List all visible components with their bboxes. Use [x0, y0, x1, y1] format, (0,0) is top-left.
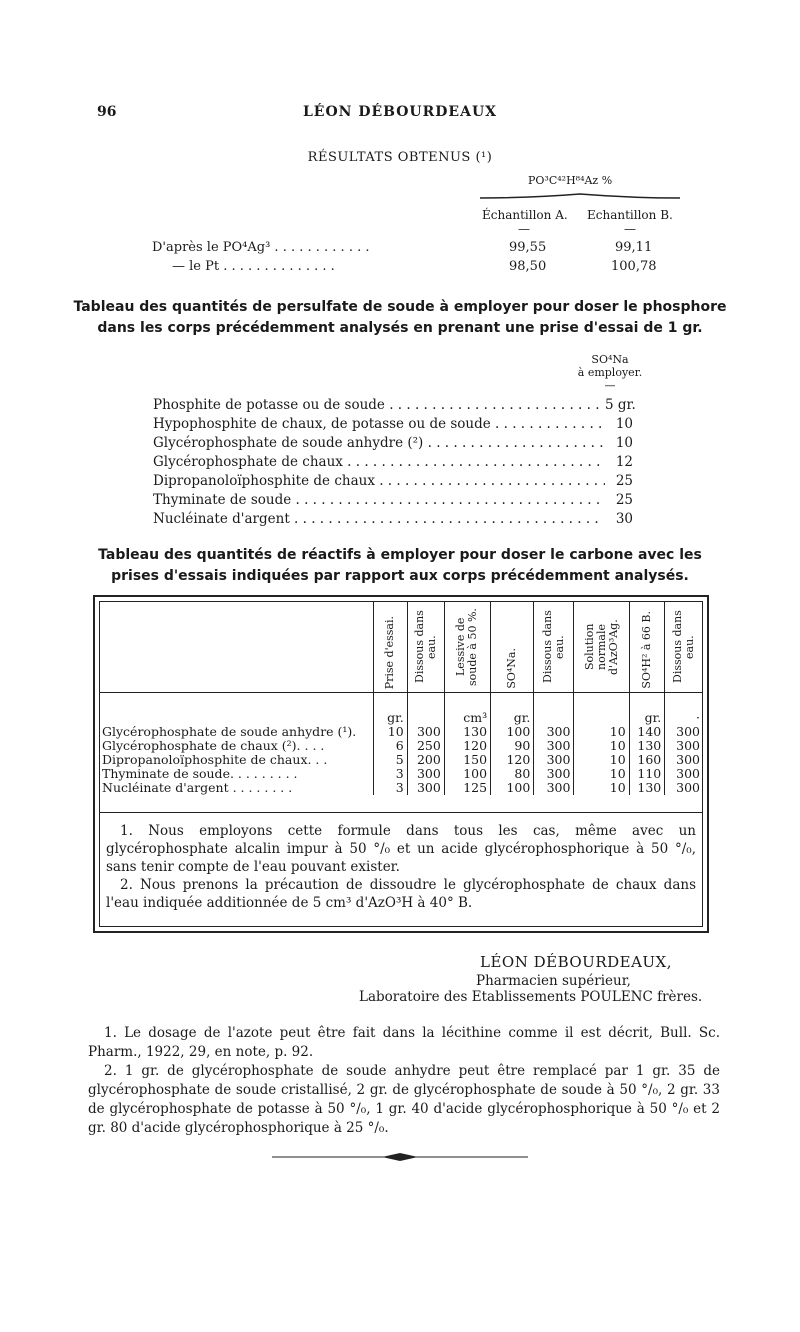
author-title: Pharmacien supérieur,	[476, 973, 631, 989]
unit-cell: gr.	[491, 693, 534, 726]
table-header-row	[99, 601, 703, 693]
results-value-a: 99,55	[509, 240, 547, 255]
unit-cell	[407, 693, 444, 726]
end-ornament	[272, 1152, 528, 1162]
brace-ornament	[480, 192, 680, 200]
results-row-label: — le Pt . . . . . . . . . . . . . .	[172, 259, 335, 274]
persulfate-title: Tableau des quantités de persulfate de soude à employer pour doser le phosphore dans les corps précédemment analysés en prenant une prise d'essai de 1 gr.	[73, 299, 727, 336]
persulfate-column-head: SO⁴Na à employer. —	[577, 353, 643, 392]
column-header: Lessive de soude à 50 %.	[444, 601, 490, 693]
column-header: Dissous dans eau.	[407, 601, 444, 693]
persulfate-row: Glycérophosphate de soude anhydre (²) . . . 10	[153, 434, 633, 453]
table-row: Glycérophosphate de soude anhydre (¹). 10 300 130 100 300 10 140 300	[99, 725, 703, 739]
reagents-table	[99, 601, 703, 795]
persulfate-row: Hypophosphite de chaux, de potasse ou de soude . . . 10	[153, 415, 633, 434]
column-header: SO⁴H² à 66 B.	[629, 601, 665, 693]
column-echantillon-a: Échantillon A.	[482, 208, 568, 222]
unit-cell: ·	[665, 693, 703, 726]
column-header: Prise d'essai.	[373, 601, 407, 693]
results-value-b: 100,78	[611, 259, 657, 274]
results-formula: PO³C⁴²H⁸⁴Az %	[528, 174, 613, 187]
persulfate-row: Glycérophosphate de chaux . . . 12	[153, 453, 633, 472]
column-header: SO⁴Na.	[491, 601, 534, 693]
results-value-b: 99,11	[615, 240, 653, 255]
footnotes	[88, 1024, 720, 1138]
persulfate-row: Phosphite de potasse ou de soude . . . 5 gr.	[153, 396, 633, 415]
persulfate-row: Thyminate de soude . . . 25	[153, 491, 633, 510]
table-row: Dipropanoloïphosphite de chaux. . . 5 200 150 120 300 10 160 300	[99, 753, 703, 767]
column-header: Dissous dans eau.	[534, 601, 574, 693]
column-header: Solution normale d'AzO³Ag.	[574, 601, 629, 693]
column-echantillon-b: Echantillon B.	[587, 208, 673, 222]
footnote: 2. 1 gr. de glycérophosphate de soude anhydre peut être remplacé par 1 gr. 35 de glycérophosphate de soude cristallisé, 2 gr. de glycérophosphate de soude à 50 °/₀, 2 gr. 33 de glycérophosphate de potasse à 50 °/₀, 1 gr. 40 d'acide glycérophosphorique à 50 °/₀ et 2 gr. 80 d'acide glycérophosphorique à 25 °/₀.	[88, 1063, 720, 1136]
table-notes-divider	[99, 812, 703, 813]
unit-cell	[534, 693, 574, 726]
table-row: Glycérophosphate de chaux (²). . . . 6 250 120 90 300 10 130 300	[99, 739, 703, 753]
dash: —	[624, 222, 636, 236]
running-title: LÉON DÉBOURDEAUX	[302, 104, 498, 120]
results-value-a: 98,50	[509, 259, 547, 274]
footnote: 1. Le dosage de l'azote peut être fait dans la lécithine comme il est décrit, Bull. Sc. Pharm., 1922, 29, en note, p. 92.	[88, 1025, 720, 1060]
table-note: 2. Nous prenons la précaution de dissoudre le glycérophosphate de chaux dans l'eau indiquée additionnée de 5 cm³ d'AzO³H à 40° B.	[106, 877, 696, 911]
table-row: Nucléinate d'argent . . . . . . . . 3 300 125 100 300 10 130 300	[99, 781, 703, 795]
results-row-label: D'après le PO⁴Ag³ . . . . . . . . . . . .	[152, 240, 370, 255]
unit-cell: gr.	[373, 693, 407, 726]
table-row: Thyminate de soude. . . . . . . . . 3 300 100 80 300 10 110 300	[99, 767, 703, 781]
persulfate-row: Nucléinate d'argent . . . 30	[153, 510, 633, 529]
dash: —	[518, 222, 530, 236]
unit-row	[99, 693, 703, 726]
column-header: Dissous dans eau.	[665, 601, 703, 693]
author-affiliation: Laboratoire des Etablissements POULENC frères.	[359, 989, 703, 1005]
unit-cell	[574, 693, 629, 726]
unit-cell: gr.	[629, 693, 665, 726]
persulfate-row: Dipropanoloïphosphite de chaux . . . 25	[153, 472, 633, 491]
table-notes	[106, 822, 696, 912]
page-number: 96	[97, 104, 117, 120]
results-title: RÉSULTATS OBTENUS (¹)	[307, 150, 493, 165]
table-note: 1. Nous employons cette formule dans tous les cas, même avec un glycérophosphate alcalin impur à 50 °/₀ et un acide glycérophosphorique à 50 °/₀, sans tenir compte de l'eau pouvant exister.	[106, 823, 696, 875]
reagents-title: Tableau des quantités de réactifs à employer pour doser le carbone avec les prises d'essais indiquées par rapport aux corps précédemment analysés.	[98, 547, 702, 584]
unit-cell: cm³	[444, 693, 490, 726]
author-signature: LÉON DÉBOURDEAUX,	[480, 953, 673, 971]
